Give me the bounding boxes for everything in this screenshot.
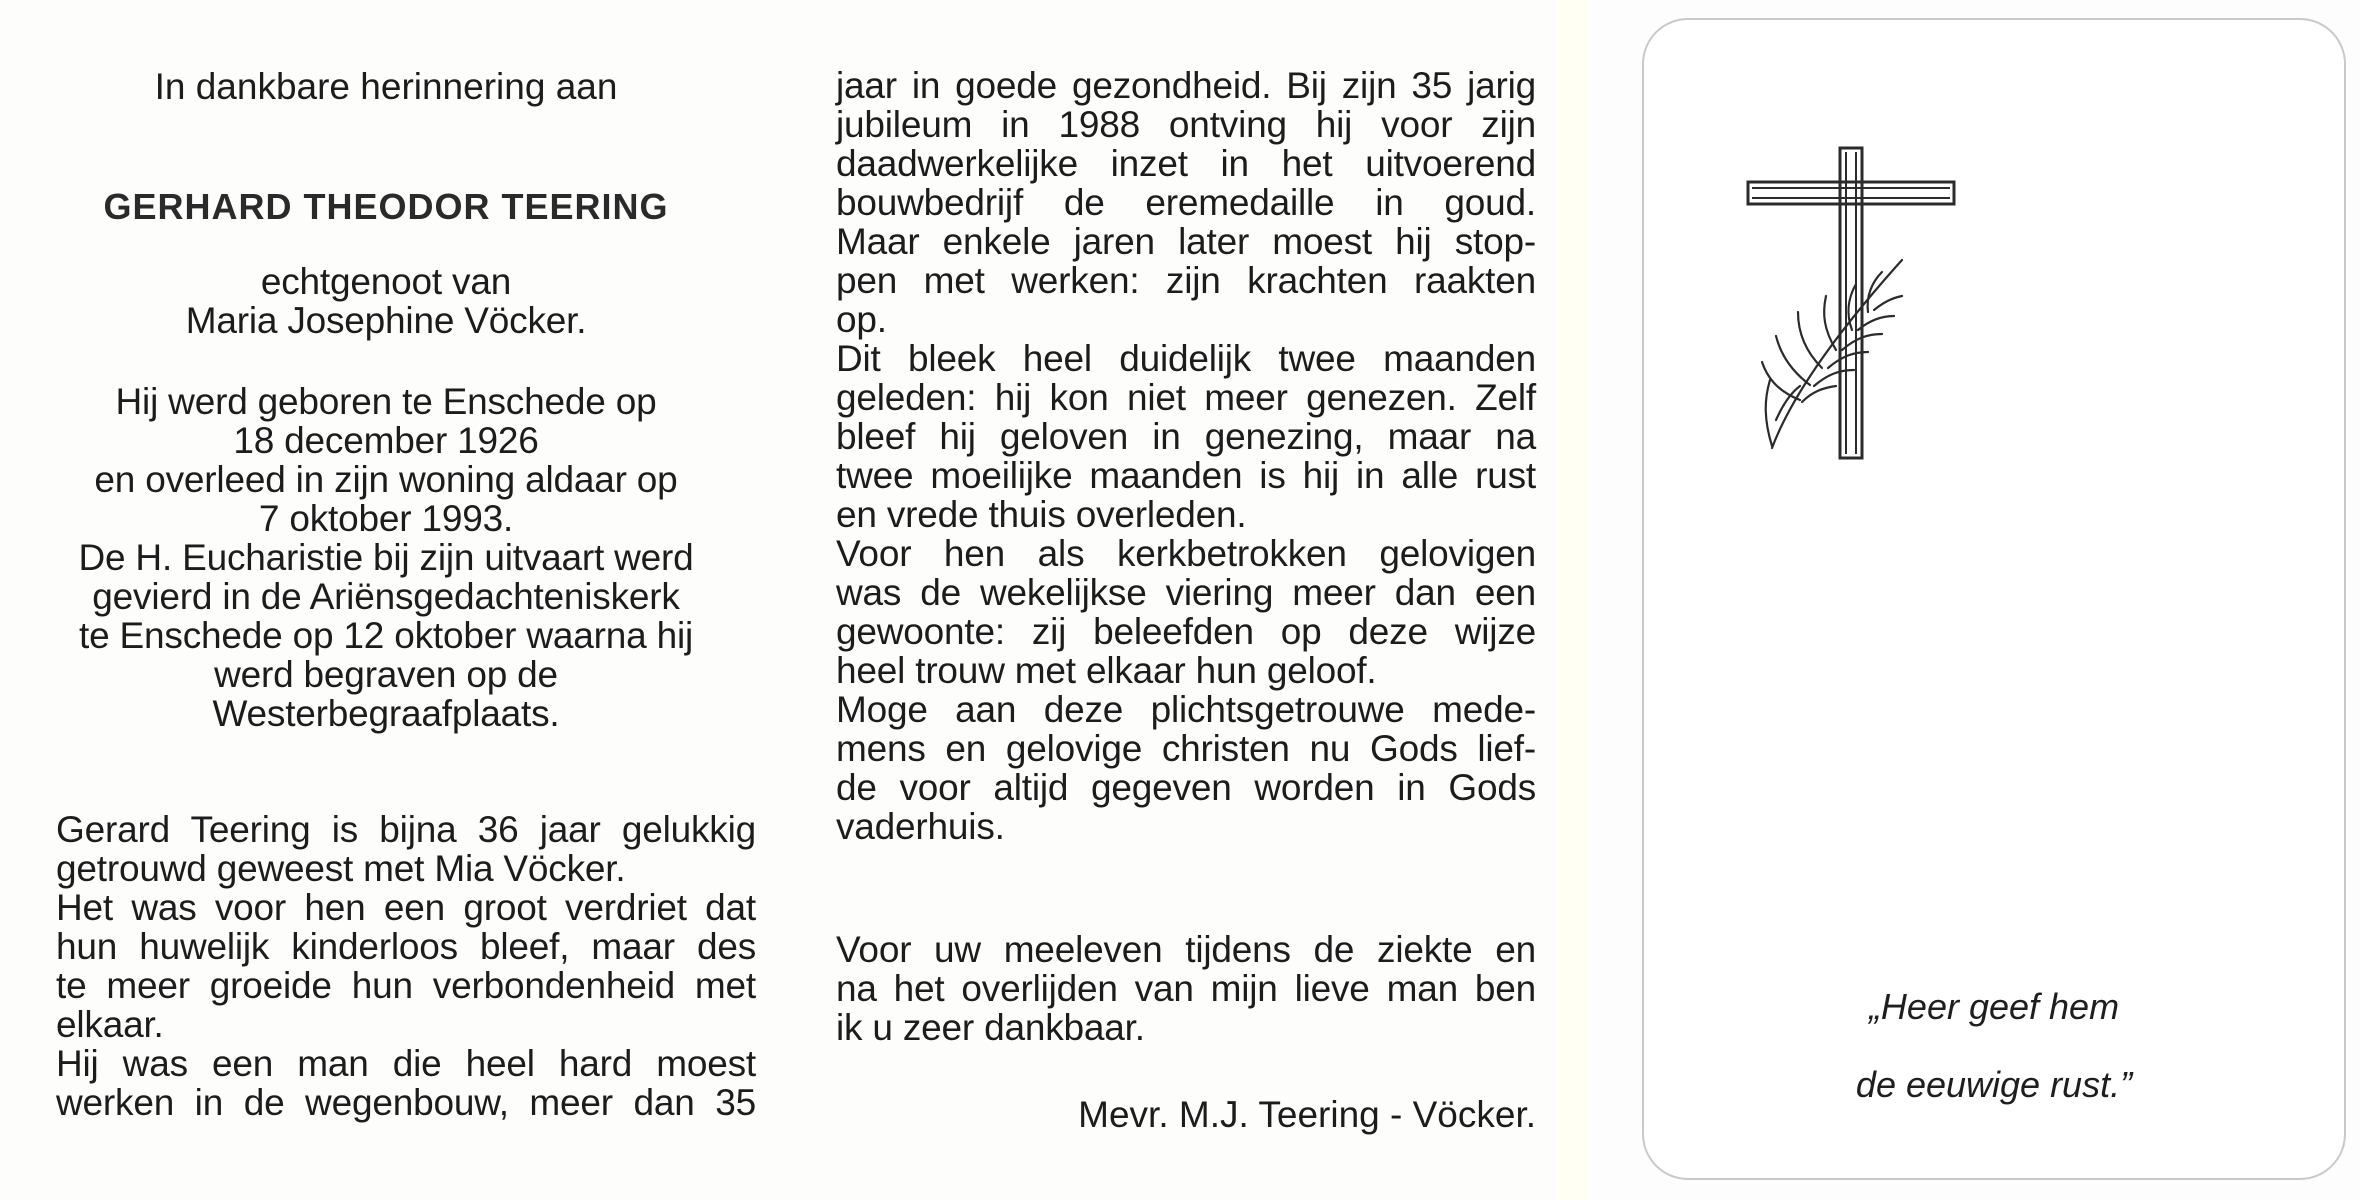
bio-line: De H. Eucharistie bij zijn uitvaart werd — [78, 537, 694, 578]
thanks-line: Voor uw meeleven tijdens de ziekte en — [836, 929, 1536, 970]
story-line: bleef hij geloven in genezing, maar na — [836, 416, 1536, 457]
story-line: geleden: hij kon niet meer genezen. Zelf — [836, 377, 1536, 418]
story-left-block — [56, 810, 756, 1122]
bio-line: te Enschede op 12 oktober waarna hij — [79, 615, 693, 656]
story-line: jubileum in 1988 ontving hij voor zijn — [836, 104, 1536, 145]
biography-block — [56, 382, 716, 733]
bio-line: werd begraven op de — [214, 654, 558, 695]
story-line: hun huwelijk kinderloos bleef, maar des — [56, 926, 756, 967]
intro-line: In dankbare herinnering aan — [154, 66, 618, 107]
cross-with-palm-branch-icon — [1740, 130, 1980, 510]
story-line: te meer groeide hun verbondenheid met — [56, 965, 756, 1006]
quote-line: de eeuwige rust.” — [1855, 1064, 2133, 1105]
story-line: werken in de wegenbouw, meer dan 35 — [56, 1082, 756, 1123]
story-line: twee moeilijke maanden is hij in alle rust — [836, 455, 1536, 496]
story-line: Voor hen als kerkbetrokken gelovigen — [836, 533, 1536, 574]
story-line: en vrede thuis overleden. — [836, 494, 1247, 535]
bio-line: en overleed in zijn woning aldaar op — [94, 459, 678, 500]
quote-line: „Heer geef hem — [1868, 986, 2120, 1027]
bio-line: Hij werd geboren te Enschede op — [115, 381, 657, 422]
story-line: bouwbedrijf de eremedaille in goud. — [836, 182, 1536, 223]
story-line: elkaar. — [56, 1004, 164, 1045]
story-line: jaar in goede gezondheid. Bij zijn 35 jarig — [836, 65, 1536, 106]
bio-line: Westerbegraafplaats. — [212, 693, 560, 734]
spouse-block — [56, 262, 716, 340]
thanks-line: na het overlijden van mijn lieve man ben — [836, 968, 1536, 1009]
story-line: Dit bleek heel duidelijk twee maanden — [836, 338, 1536, 379]
story-line: daadwerkelijke inzet in het uitvoerend — [836, 143, 1536, 184]
bio-line: 7 oktober 1993. — [258, 498, 514, 539]
bio-line: gevierd in de Ariënsgedachteniskerk — [92, 576, 680, 617]
spouse-line: Maria Josephine Vöcker. — [185, 300, 587, 341]
prayer-card — [1642, 18, 2346, 1180]
story-line: getrouwd geweest met Mia Vöcker. — [56, 848, 626, 889]
fold-strip — [1556, 0, 1590, 1200]
story-line: Gerard Teering is bijna 36 jaar gelukkig — [56, 809, 756, 850]
deceased-name: GERHARD THEODOR TEERING — [103, 186, 669, 227]
bio-line: 18 december 1926 — [233, 420, 539, 461]
story-line: vaderhuis. — [836, 806, 1005, 847]
story-line: mens en gelovige christen nu Gods lief- — [836, 728, 1536, 769]
signature: Mevr. M.J. Teering - Vöcker. — [1078, 1094, 1536, 1135]
story-line: Hij was een man die heel hard moest — [56, 1043, 756, 1084]
story-line: de voor altijd gegeven worden in Gods — [836, 767, 1536, 808]
story-line: gewoonte: zij beleefden op deze wijze — [836, 611, 1536, 652]
story-line: Het was voor hen een groot verdriet dat — [56, 887, 756, 928]
spouse-line: echtgenoot van — [260, 261, 512, 302]
story-right-block — [836, 66, 1536, 846]
story-line: Maar enkele jaren later moest hij stop- — [836, 221, 1536, 262]
story-line: was de wekelijkse viering meer dan een — [836, 572, 1536, 613]
story-line: op. — [836, 299, 887, 340]
story-line: pen met werken: zijn krachten raakten — [836, 260, 1536, 301]
thanks-block — [836, 930, 1536, 1047]
thanks-line: ik u zeer dankbaar. — [836, 1007, 1145, 1048]
story-line: Moge aan deze plichtsgetrouwe mede- — [836, 689, 1536, 730]
story-line: heel trouw met elkaar hun geloof. — [836, 650, 1377, 691]
